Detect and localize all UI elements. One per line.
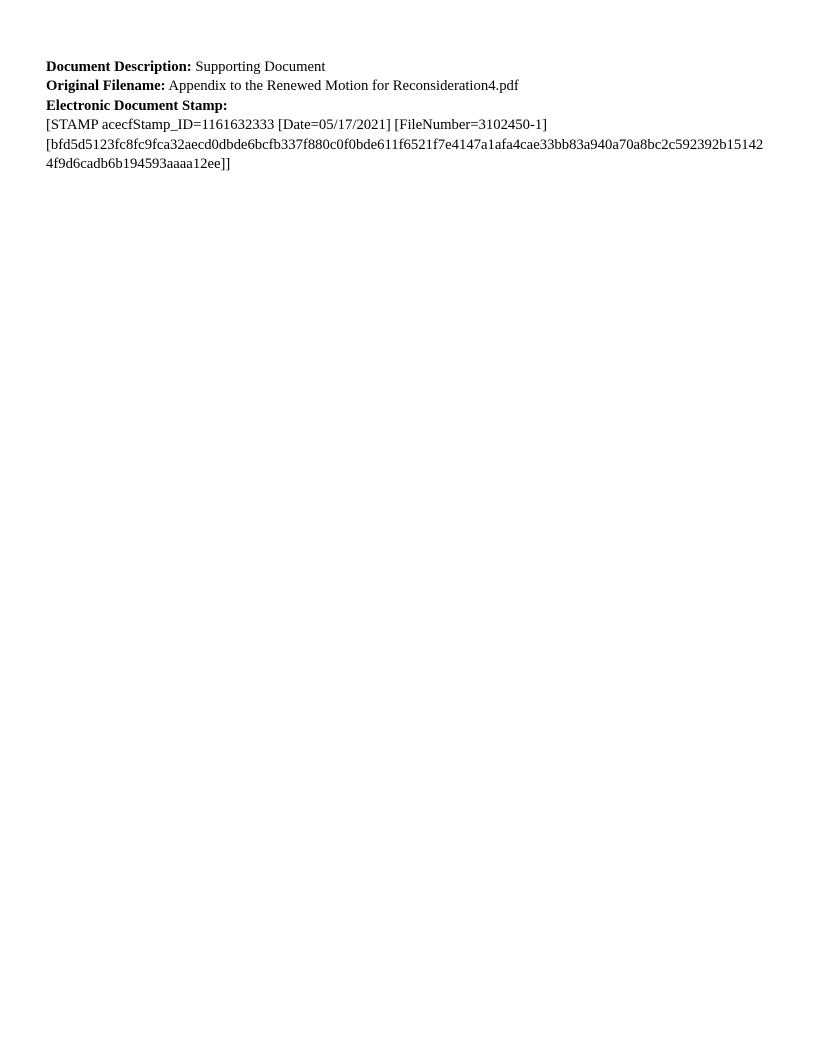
electronic-document-stamp-value	[46, 116, 770, 174]
stamp-hash-value: [bfd5d5123fc8fc9fca32aecd0dbde6bcfb337f880c0f0bde611f6521f7e4147a1afa4cae33bb83a940a70a8bc2c592392b151424f9d6cadb6b194593aaaa12ee]]	[46, 136, 764, 173]
original-filename-line	[46, 77, 770, 96]
stamp-identifier-line: [STAMP acecfStamp_ID=1161632333 [Date=05/17/2021] [FileNumber=3102450-1]	[46, 117, 548, 134]
electronic-document-stamp-line	[46, 97, 770, 116]
electronic-document-stamp-label: Electronic Document Stamp:	[46, 97, 228, 114]
document-description-value: Supporting Document	[195, 59, 326, 75]
original-filename-label: Original Filename:	[46, 78, 166, 95]
document-metadata-block	[46, 58, 770, 116]
document-description-line	[46, 58, 770, 77]
original-filename-value: Appendix to the Renewed Motion for Reconsideration4.pdf	[168, 78, 519, 95]
document-description-label: Document Description:	[46, 59, 192, 75]
